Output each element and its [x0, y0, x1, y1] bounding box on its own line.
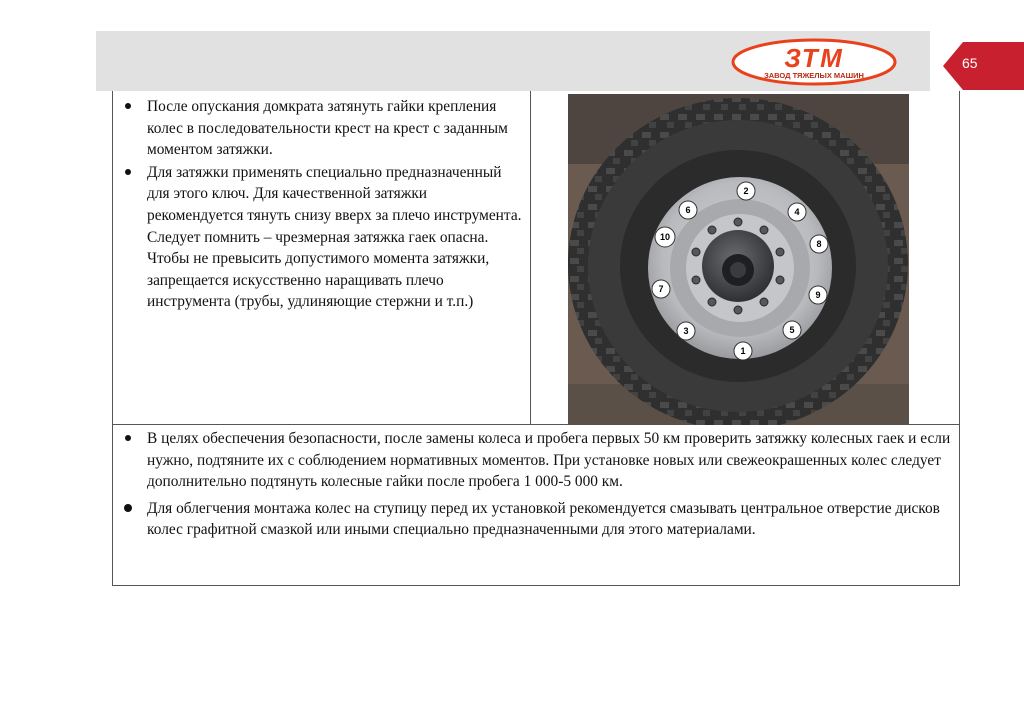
nut-label-10: [655, 227, 675, 247]
list-item-text: После опускания домкрата затянуть гайки крепления колес в последовательности крест на крест с заданным моментом затяжки.: [147, 98, 508, 159]
list-item: [117, 498, 953, 541]
bullet-icon: [125, 103, 131, 109]
ztm-logo: [730, 37, 898, 87]
svg-text:9: 9: [815, 290, 821, 300]
list-item: [117, 162, 527, 313]
svg-text:10: 10: [659, 232, 671, 242]
logo-main-text: ЗТМ: [784, 43, 844, 73]
list-item-text: Для облегчения монтажа колес на ступицу перед их установкой рекомендуется смазывать центральное отверстие дисков колес графитной смазкой или иными специально предназначенными для этого материалами.: [147, 499, 940, 539]
svg-text:4: 4: [794, 207, 800, 217]
svg-text:5: 5: [789, 325, 795, 335]
logo-sub-text: ЗАВОД ТЯЖЕЛЫХ МАШИН: [764, 71, 864, 80]
page-number-tab: [935, 38, 1024, 95]
nut-label-1: [734, 342, 752, 360]
column-divider: [530, 91, 531, 424]
nut-label-7: [652, 280, 670, 298]
list-item: [117, 96, 527, 161]
nut-label-9: [809, 286, 827, 304]
nut-label-8: [810, 235, 828, 253]
list-item-text: Для затяжки применять специально предназначенный для этого ключ. Для качественной затяжки рекомендуется тянуть снизу вверх за плечо инструмента. Следует помнить – чрезмерная затяжка гаек опасна. Чтобы не превысить допустимого момента затяжки, запрещается искусственно наращивать плечо инструмента (трубы, удлиняющие стержни и т.п.): [147, 163, 522, 311]
bullet-icon: [124, 504, 132, 512]
wheel-photo: [568, 94, 909, 425]
list-item-text: В целях обеспечения безопасности, после замены колеса и пробега первых 50 км проверить затяжку колесных гаек и если нужно, подтяните их с соблюдением нормативных моментов. При установке новых или свежеокрашенных колес следует дополнительно подтянуть колесные гайки после пробега 1 000-5 000 км.: [147, 430, 951, 491]
nut-label-5: [783, 321, 801, 339]
nut-label-2: [737, 182, 755, 200]
svg-text:3: 3: [683, 326, 689, 336]
list-item: [117, 428, 953, 493]
bullet-icon: [125, 169, 131, 175]
page-number: 65: [962, 55, 978, 71]
left-cell: [117, 96, 527, 313]
svg-text:6: 6: [685, 205, 691, 215]
nut-label-3: [677, 322, 695, 340]
bottom-cell: [117, 428, 953, 541]
hub: [702, 230, 774, 302]
nut-label-4: [788, 203, 806, 221]
bullet-icon: [125, 435, 131, 441]
svg-text:1: 1: [740, 346, 746, 356]
svg-text:7: 7: [658, 284, 664, 294]
nut-label-6: [679, 201, 697, 219]
svg-text:2: 2: [743, 186, 749, 196]
svg-text:8: 8: [816, 239, 822, 249]
